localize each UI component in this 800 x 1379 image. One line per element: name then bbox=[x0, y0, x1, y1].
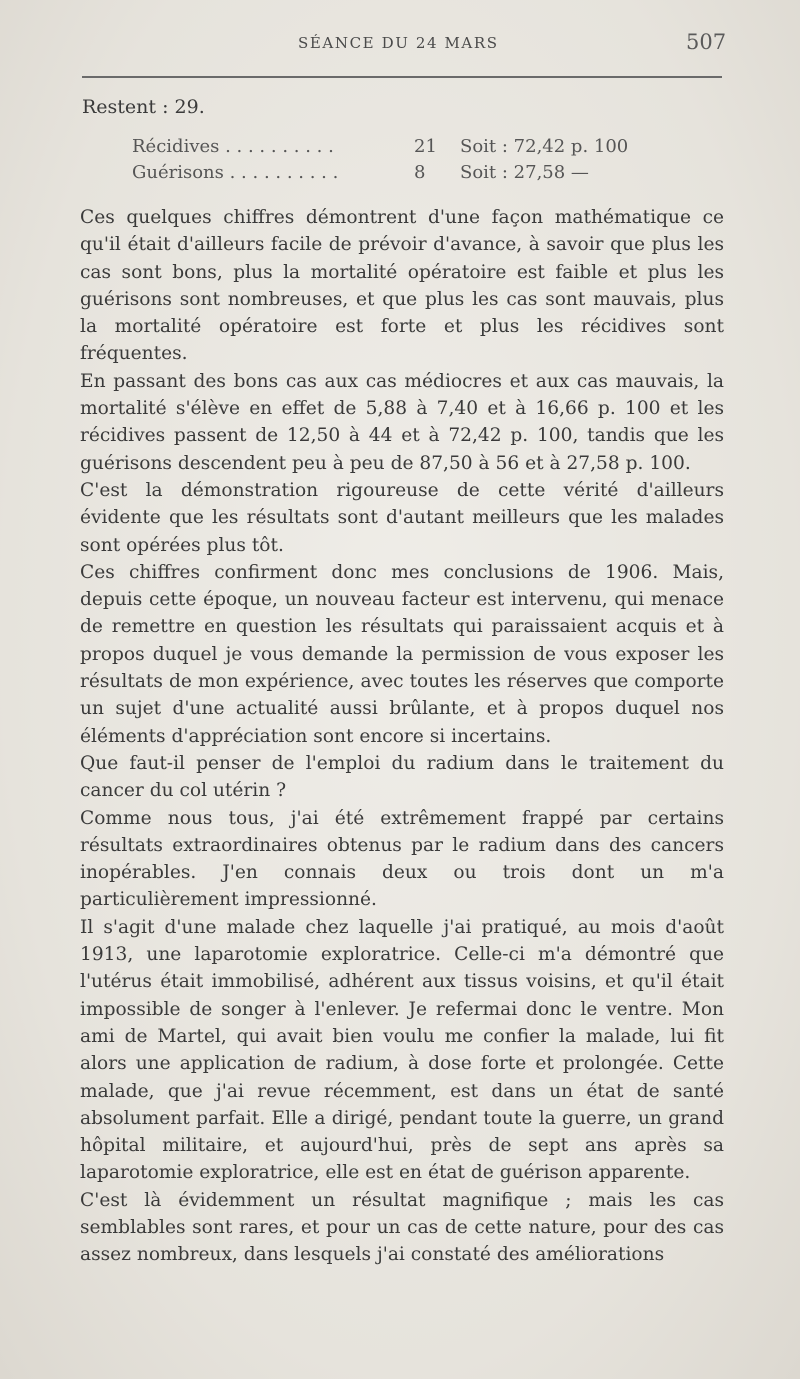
summary-row-recidives bbox=[0, 136, 800, 160]
paragraph: C'est là évidemment un résultat magnifique ; mais les cas semblables sont rares, et pour un cas de cette nature, pour des cas assez nombreux, dans lesquels j'ai constaté des améliorations bbox=[80, 1189, 724, 1266]
summary-count: 21 bbox=[414, 136, 437, 157]
summary-label: Récidives . . . . . . . . . . bbox=[132, 136, 334, 157]
header-rule bbox=[82, 76, 722, 78]
summary-result: Soit : 27,58 — bbox=[460, 162, 589, 183]
paragraph: Ces chiffres confirment donc mes conclusions de 1906. Mais, depuis cette époque, un nouveau facteur est intervenu, qui menace de remettre en question les résultats qui paraissaient acquis et à propos duquel je vous demande la permission de vous exposer les résultats de mon expérience, avec toutes les réserves que comporte un sujet d'une actualité aussi brûlante, et à propos duquel nos éléments d'appréciation sont encore si incertains. bbox=[80, 561, 724, 747]
page-number: 507 bbox=[686, 30, 727, 54]
paragraph: Ces quelques chiffres démontrent d'une façon mathématique ce qu'il était d'ailleurs facile de prévoir d'avance, à savoir que plus les cas sont bons, plus la mortalité opératoire est faible et plus les guérisons sont nombreuses, et que plus les cas sont mauvais, plus la mortalité opératoire est forte et plus les récidives sont fréquentes. bbox=[80, 207, 724, 365]
summary-result: Soit : 72,42 p. 100 bbox=[460, 136, 629, 157]
paragraph: Que faut-il penser de l'emploi du radium dans le traitement du cancer du col utérin ? bbox=[80, 752, 724, 802]
paragraph: Comme nous tous, j'ai été extrêmement frappé par certains résultats extraordinaires obtenus par le radium dans des cancers inopérables. J'en connais deux ou trois dont un m'a particulièrement impressionné. bbox=[80, 807, 724, 911]
body-text bbox=[80, 204, 724, 1269]
running-title: SÉANCE DU 24 MARS bbox=[298, 34, 499, 52]
paragraph: Il s'agit d'une malade chez laquelle j'ai pratiqué, au mois d'août 1913, une laparotomie exploratrice. Celle-ci m'a démontré que l'utérus était immobilisé, adhérent aux tissus voisins, et qu'il était impossible de songer à l'enlever. Je refermai donc le ventre. Mon ami de Martel, qui avait bien voulu me confier la malade, lui fit alors une application de radium, à dose forte et prolongée. Cette malade, que j'ai revue récemment, est dans un état de santé absolument parfait. Elle a dirigé, pendant toute la guerre, un grand hôpital militaire, et aujourd'hui, près de sept ans après sa laparotomie exploratrice, elle est en état de guérison apparente. bbox=[80, 916, 724, 1184]
summary-row-guerisons bbox=[0, 162, 800, 186]
restent-line: Restent : 29. bbox=[82, 96, 205, 118]
summary-label: Guérisons . . . . . . . . . . bbox=[132, 162, 339, 183]
page-header bbox=[0, 30, 800, 64]
summary-count: 8 bbox=[414, 162, 426, 183]
paragraph: C'est la démonstration rigoureuse de cette vérité d'ailleurs évidente que les résultats sont d'autant meilleurs que les malades sont opérées plus tôt. bbox=[80, 479, 724, 556]
paragraph: En passant des bons cas aux cas médiocres et aux cas mauvais, la mortalité s'élève en effet de 5,88 à 7,40 et à 16,66 p. 100 et les récidives passent de 12,50 à 44 et à 72,42 p. 100, tandis que les guérisons descendent peu à peu de 87,50 à 56 et à 27,58 p. 100. bbox=[80, 370, 724, 474]
